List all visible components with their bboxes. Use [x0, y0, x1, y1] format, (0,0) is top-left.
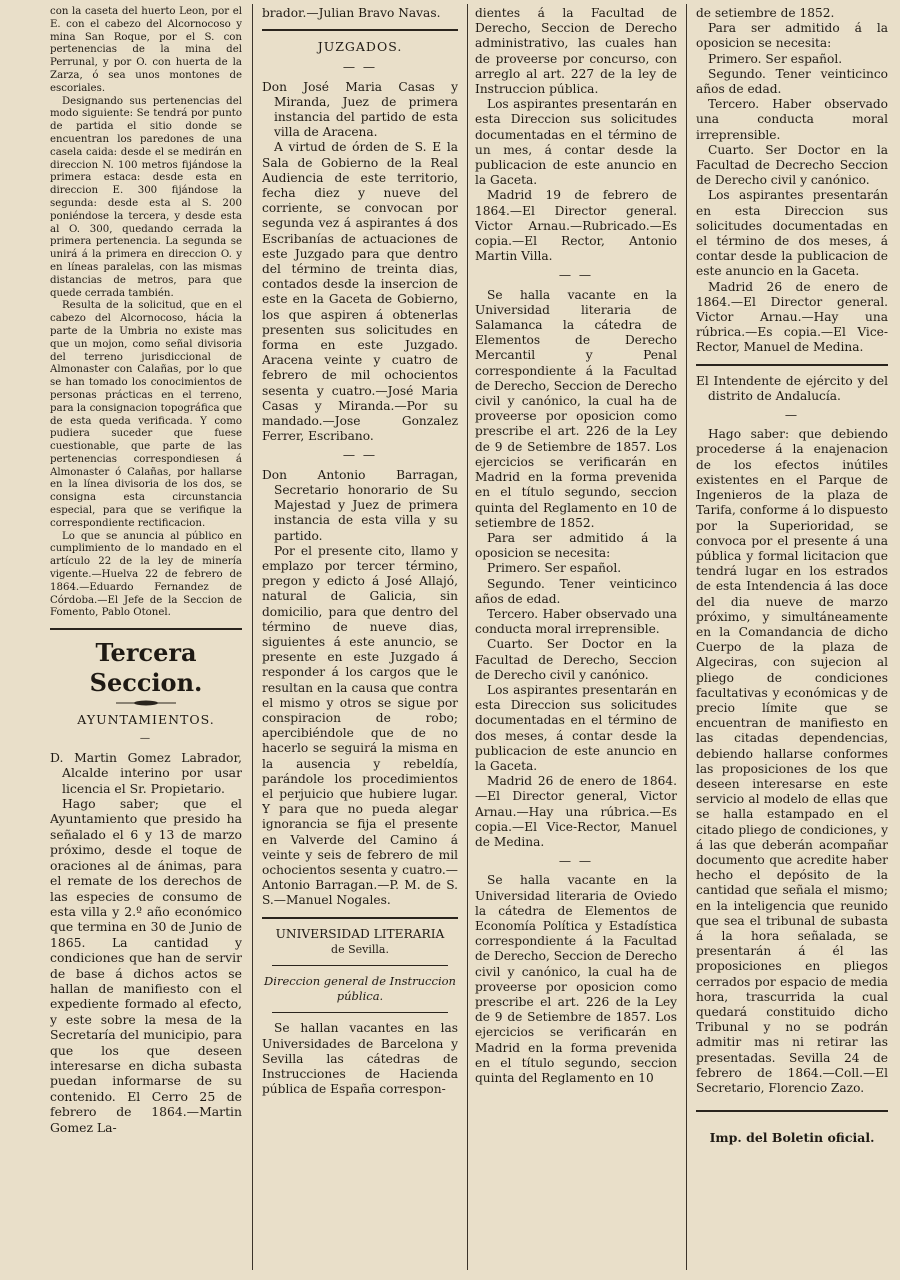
- intendente-heading-text: El Intendente de ejército y del distrito de Andalucía.: [696, 373, 888, 403]
- requirements-intro: Para ser admitido á la oposicion se necesita:: [475, 530, 677, 561]
- barragan-heading-text: Don Antonio Barragan, Secretario honorario de Su Majestad y Juez de primera instancia de esta villa y su partido.: [262, 467, 458, 543]
- column-1: [50, 6, 242, 1272]
- short-divider: — —: [342, 60, 378, 75]
- requirement-3: Tercero. Haber observado una conducta moral irreprensible.: [475, 606, 677, 637]
- section-heading: Tercera Seccion.: [89, 638, 203, 698]
- continued-text: dientes á la Facultad de Derecho, Seccion de Derecho administrativo, las cuales han de proveerse por concurso, con arreglo al art. 227 de la ley de Instruccion pública.: [475, 6, 677, 97]
- intendente-body-text: Hago saber: que debiendo procederse á la enajenacion de los efectos inútiles existentes en el Parque de Ingenieros de la plaza de Tarifa, conforme á lo dispuesto por la Superioridad, se convoca por el presente á una pública y formal licitacion que tendrá lugar en los estrados de esta Intendencia á las doce del dia nueve de marzo próximo, y simultáneamente en la Comandancia de dicho Cuerpo de la plaza de Algeciras, con sujecion al pliego de condiciones facultativas y económicas y de precio límite que se encuentran de manifiesto en las citadas dependencias, debiendo hallarse conformes las proposiciones de los que deseen interesarse en este servicio al modelo de ellas que se halla estampado en el citado pliego de condiciones, y á las que deberán acompañar documento que acredite haber hecho el depósito de la cantidad que señala el mismo; en la inteligencia que reunido que sea el tribunal de subasta á la hora señalada, se presentarán á él las proposiciones en pliegos cerrados por espacio de media hora, trascurrida la cual quedará constituido dicho Tribunal y no se podrán admitir mas ni retirar las presentadas. Sevilla 24 de febrero de 1864.—Coll.—El Secretario, Florencio Zazo.: [696, 427, 888, 1096]
- ayuntamiento-body-text: Hago saber; que el Ayuntamiento que presido ha señalado el 6 y 13 de marzo próximo, desde el toque de oraciones al de ánimas, para el remate de los derechos de las especies de consumo de esta villa y 2.º año económico que termina en 30 de Junio de 1865. La cantidad y condiciones que han de servir de base á dichos actos se hallan de manifiesto con el expediente formado al efecto, y este sobre la mesa de la Secretaría del municipio, para que los que deseen interesarse en dicha subasta puedan informarse de su contenido. El Cerro 25 de febrero de 1864.—Martin Gomez La-: [50, 796, 242, 1135]
- applicants-text: Los aspirantes presentarán en esta Direccion sus solicitudes documentadas en el término de un mes, á contar desde la publicacion de este anuncio en la Gaceta.: [475, 97, 677, 188]
- short-rule: [272, 1012, 448, 1013]
- salamanca-vacancy-text: Se halla vacante en la Universidad literaria de Salamanca la cátedra de Elementos de Derecho Mercantil y Penal correspondiente á la Facultad de Derecho, Seccion de Derecho civil y canónico, la cual ha de proveerse por oposicion como prescribe el art. 226 de la Ley de 9 de Setiembre de 1857. Los ejercicios se verificarán en Madrid en la forma prevenida en el título segundo, seccion quinta del Reglamento en 10 de setiembre de 1852.: [475, 287, 677, 530]
- section-rule: [262, 917, 458, 919]
- continued-signature: brador.—Julian Bravo Navas.: [262, 6, 441, 20]
- section-rule: [262, 29, 458, 31]
- madrid-signature: Madrid 19 de febrero de 1864.—El Director general. Victor Arnau.—Rubricado.—Es copia.—El Rector, Antonio Martin Villa.: [475, 188, 677, 264]
- mine-result-text: Resulta de la solicitud, que en el cabezo del Alcornocoso, hácia la parte de la Umbria no existe mas que un mojon, como señal divisoria del terreno jurisdiccional de Almonaster con Calañas, por lo que se han tomado los conocimientos de personas prácticas en el terreno, para la consignacion topográfica que de esta queda verificada. Y como pudiera suceder que fuese cuestionable, que parte de las pertenencias correspondiesen á Almonaster ó Calañas, por hallarse en la línea divisoria de los dos, se consigna esta circunstancia especial, para que se verifique la correspondiente rectificacion.: [50, 300, 242, 529]
- section-rule: [696, 364, 888, 366]
- printer-imprint: Imp. del Boletin oficial.: [709, 1130, 875, 1146]
- ornament-divider: [116, 700, 176, 706]
- university-subtitle: de Sevilla.: [331, 942, 389, 956]
- madrid-signature: Madrid 26 de enero de 1864.—El Director general. Victor Arnau.—Hay una rúbrica.—Es copia.—El Vice-Rector, Manuel de Medina.: [696, 279, 888, 355]
- short-divider: — —: [558, 854, 594, 869]
- vacancies-text: Se hallan vacantes en las Universidades de Barcelona y Sevilla las cátedras de Instrucciones de Hacienda pública de España correspon-: [262, 1021, 458, 1097]
- casas-heading-text: Don José Maria Casas y Miranda, Juez de primera instancia del partido de esta villa de Aracena.: [262, 79, 458, 140]
- column-divider: [252, 4, 253, 1270]
- requirement-2: Segundo. Tener veinticinco años de edad.: [475, 576, 677, 606]
- university-title: UNIVERSIDAD LITERARIA: [275, 926, 445, 941]
- continued-text: de setiembre de 1852.: [696, 6, 835, 20]
- requirement-2: Segundo. Tener veinticinco años de edad.: [696, 66, 888, 97]
- mine-announcement-text: Lo que se anuncia al público en cumplimiento de lo mandado en el artículo 22 de la ley de minería vigente.—Huelva 22 de febrero de 1864.—Eduardo Fernandez de Córdoba.—El Jefe de la Seccion de Fomento, Pablo Otonel.: [50, 530, 242, 619]
- requirement-4: Cuarto. Ser Doctor en la Facultad de Derecho, Seccion de Derecho civil y canónico.: [475, 637, 677, 682]
- column-divider: [467, 4, 468, 1270]
- direction-title: Direccion general de Instruccion pública.: [264, 973, 456, 1004]
- column-2: [262, 6, 458, 1272]
- applicants-text: Los aspirantes presentarán en esta Direccion sus solicitudes documentadas en el término de dos meses, á contar desde la publicacion de este anuncio en la Gaceta.: [696, 188, 888, 279]
- short-divider: — —: [342, 448, 378, 463]
- subsection-heading: AYUNTAMIENTOS.: [77, 712, 215, 728]
- juzgados-heading: JUZGADOS.: [317, 39, 403, 55]
- column-divider: [686, 4, 687, 1270]
- applicants-text-2: Los aspirantes presentarán en esta Direccion sus solicitudes documentadas en el término de dos meses, á contar desde la publicacion de este anuncio en la Gaceta.: [475, 682, 677, 773]
- short-rule: [272, 965, 448, 966]
- ayuntamiento-heading-text: D. Martin Gomez Labrador, Alcalde interino por usar licencia el Sr. Propietario.: [50, 749, 242, 796]
- requirement-1: Primero. Ser español.: [487, 561, 622, 576]
- madrid-signature-2: Madrid 26 de enero de 1864.—El Director general, Victor Arnau.—Hay una rúbrica.—Es copia.—El Vice-Rector, Manuel de Medina.: [475, 774, 677, 849]
- column-4: [696, 6, 888, 1272]
- mine-designation-text: Designando sus pertenencias del modo siguiente: Se tendrá por punto de partida el sitio donde se encuentran los paredones de una casela caida: desde el se medirán en direccion N. 100 metros fijándose la primera estaca: desde esta en direccion E. 300 fijándose la segunda: desde esta al S. 200 poniéndose la tercera, y desde esta al O. 300, quedando cerrada la primera pertenencia. La segunda se unirá á la primera en direccion O. y en líneas paralelas, con las mismas distancias de metros, para que quede cerrada también.: [50, 95, 242, 299]
- barragan-body-text: Por el presente cito, llamo y emplazo por tercer término, pregon y edicto á José Allajó, natural de Galicia, sin domicilio, para que dentro del término de nueve dias, siguientes á este anuncio, se presente en este Juzgado á responder á los cargos que le resultan en la causa que contra el mismo y otros se sigue por conspiracion de robo; apercibiéndole que de no hacerlo se seguirá la misma en la ausencia y rebeldía, parándole los procedimientos el perjuicio que hubiere lugar. Y para que no pueda alegar ignorancia se fija el presente en Valverde del Camino á veinte y seis de febrero de mil ochocientos sesenta y cuatro.—Antonio Barragan.—P. M. de S. S.—Manuel Nogales.: [262, 543, 458, 908]
- casas-body-text: A virtud de órden de S. E la Sala de Gobierno de la Real Audiencia de este territorio, fecha diez y nueve del corriente, se convocan por segunda vez á aspirantes á dos Escribanías de actuaciones de este Juzgado para que dentro del término de treinta dias, contados desde la insercion de este en la Gaceta de Gobierno, los que aspiren á obtenerlas presenten sus solicitudes en forma en este Juzgado. Aracena veinte y cuatro de febrero de mil ochocientos sesenta y cuatro.—José Maria Casas y Miranda.—Por su mandado.—Jose Gonzalez Ferrer, Escribano.: [262, 140, 458, 444]
- section-rule: [50, 628, 242, 630]
- mine-boundaries-text: con la caseta del huerto Leon, por el E. con el cabezo del Alcornocoso y mina San Roque, por el S. con pertenencias de la mina del Perrunal, y por O. con huerta de la Zarza, ó sea unos montones de escoriales.: [50, 6, 242, 94]
- requirements-intro: Para ser admitido á la oposicion se necesita:: [696, 21, 888, 51]
- requirement-1: Primero. Ser español.: [708, 51, 843, 66]
- column-3: [475, 6, 677, 1272]
- short-divider: —: [139, 733, 153, 745]
- requirement-3: Tercero. Haber observado una conducta moral irreprensible.: [696, 97, 888, 142]
- section-rule: [696, 1110, 888, 1112]
- short-divider: —: [784, 408, 800, 423]
- requirement-4: Cuarto. Ser Doctor en la Facultad de Decrecho Seccion de Derecho civil y canónico.: [696, 142, 888, 188]
- short-divider: — —: [558, 268, 594, 283]
- oviedo-vacancy-text: Se halla vacante en la Universidad literaria de Oviedo la cátedra de Elementos de Economía Política y Estadística correspondiente á la Facultad de Derecho, Seccion de Derecho civil y canónico, la cual ha de proveerse por oposicion como prescribe el art. 226 de la Ley de 9 de Setiembre de 1857. Los ejercicios se verificarán en Madrid en la forma prevenida en el título segundo, seccion quinta del Reglamento en 10: [475, 873, 677, 1086]
